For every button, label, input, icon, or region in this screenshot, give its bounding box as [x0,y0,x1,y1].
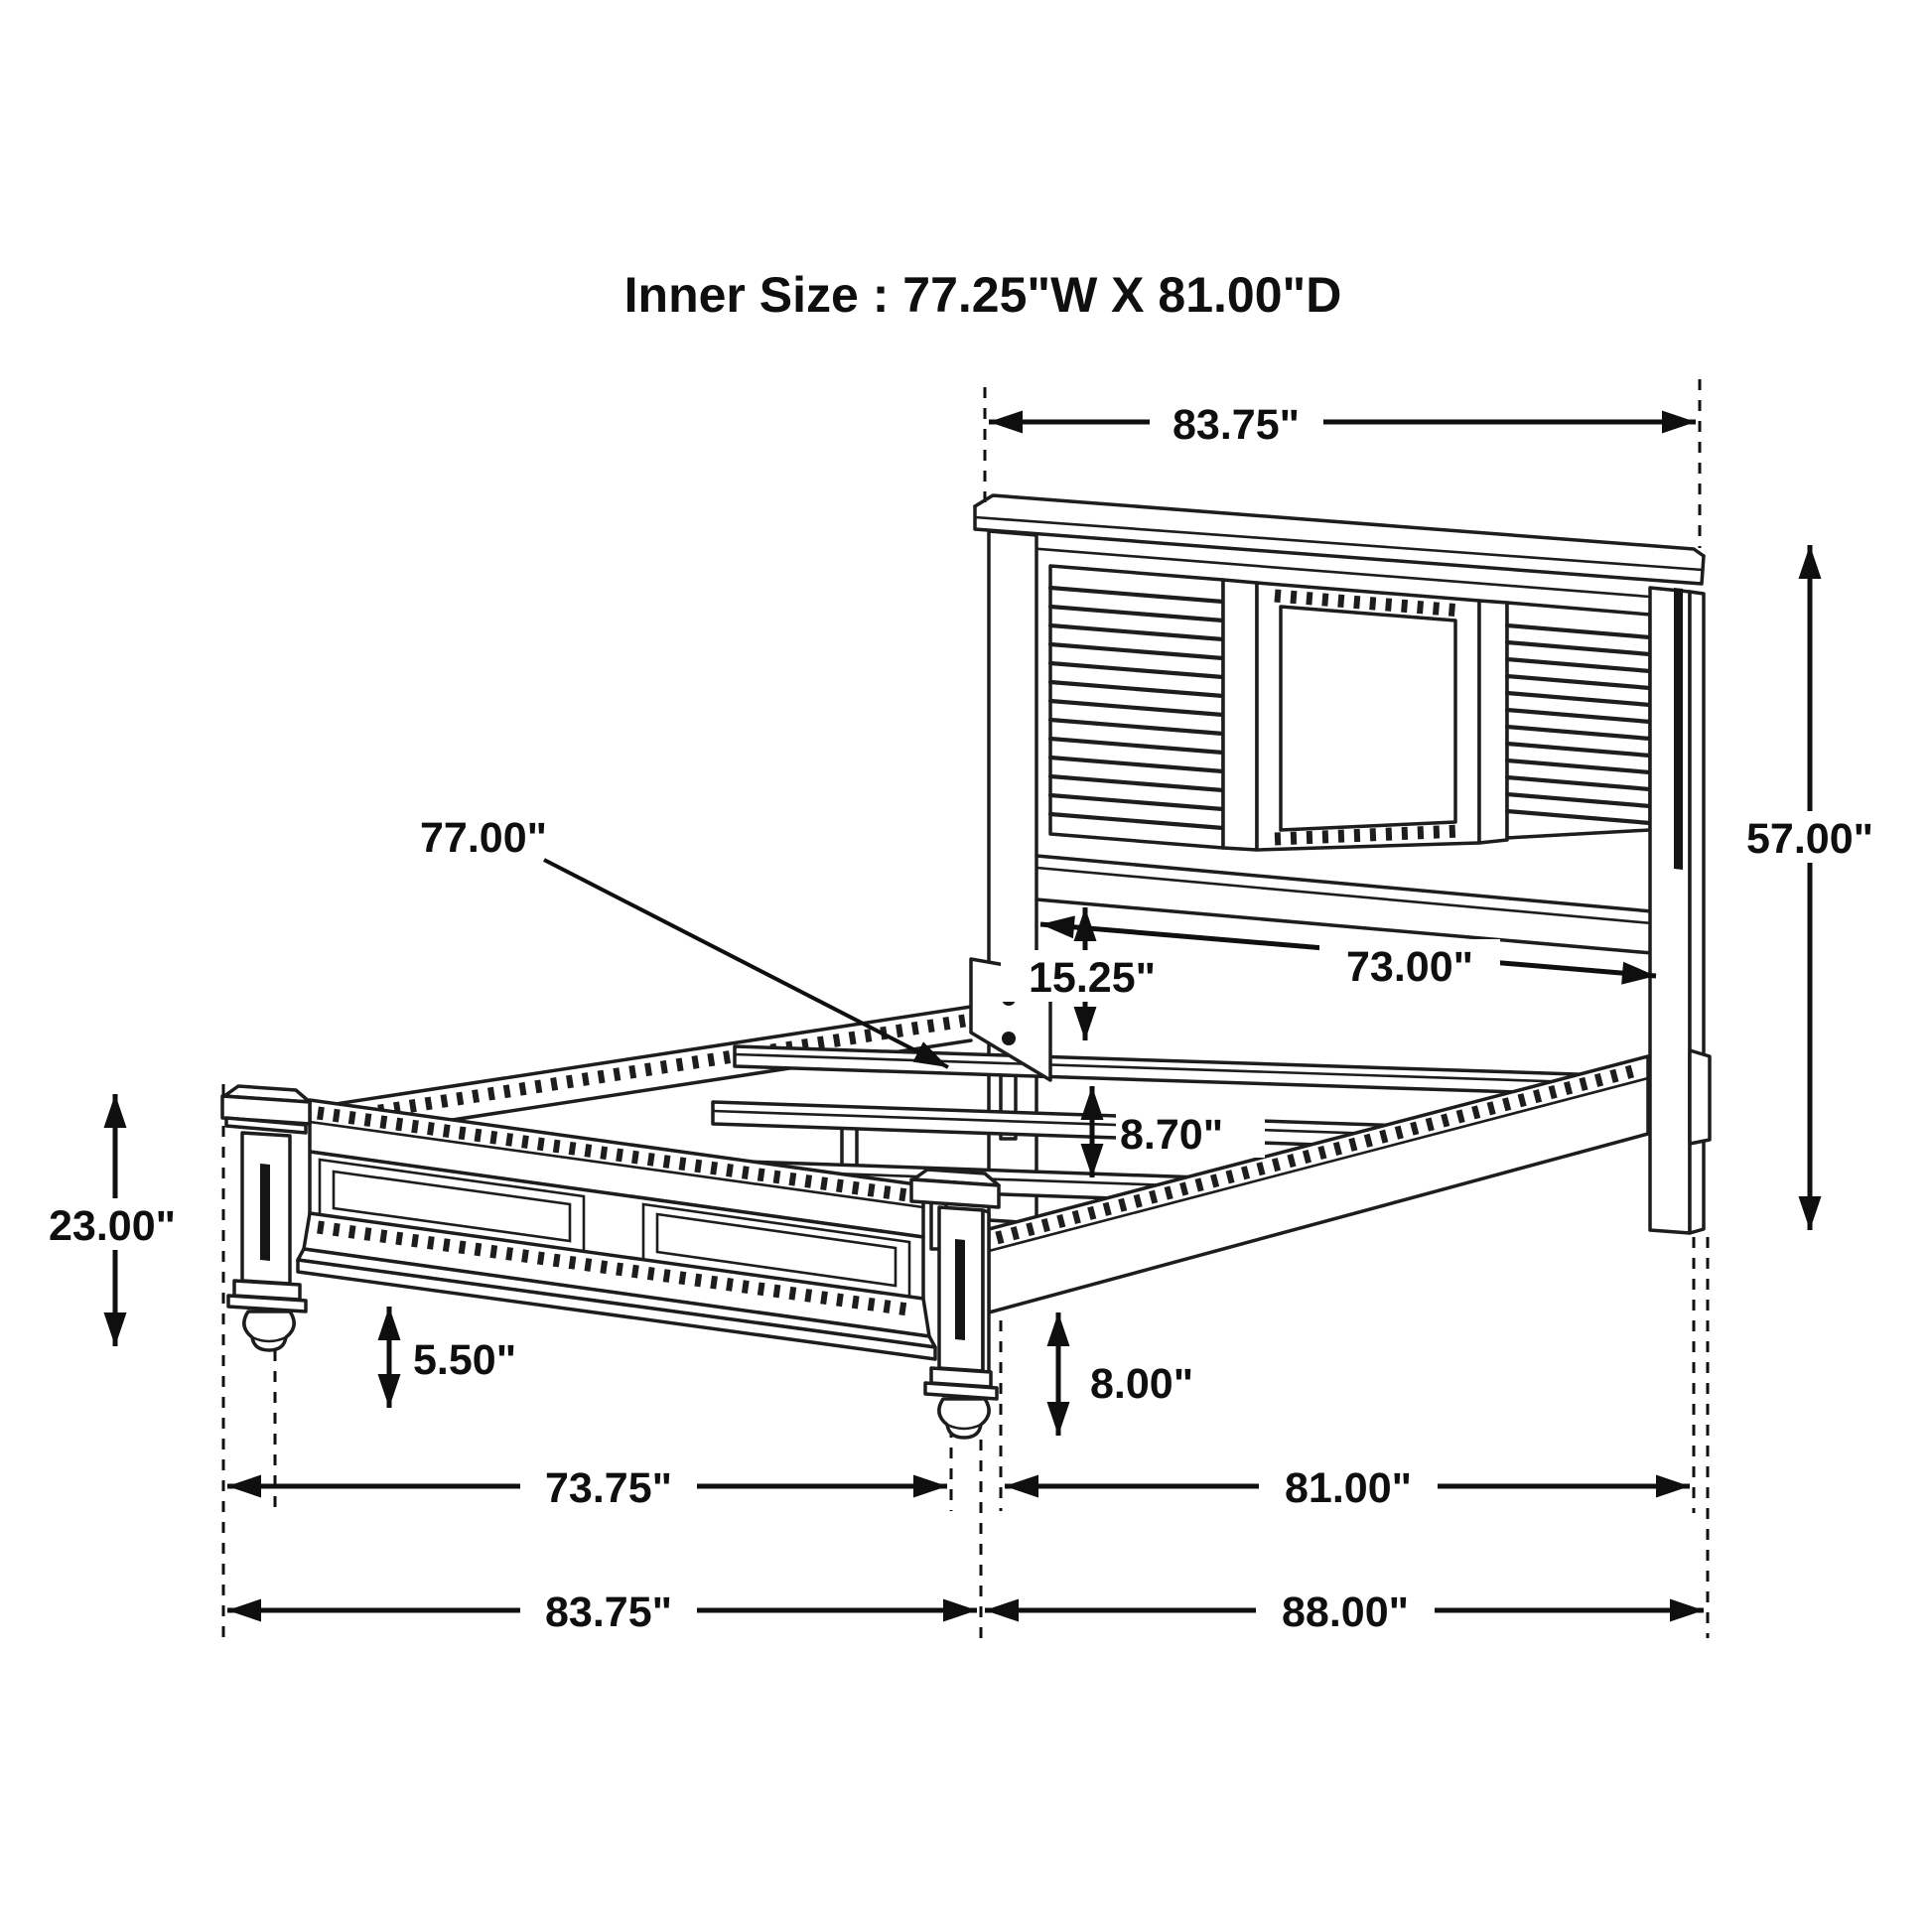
dim-headboard-height [1722,545,1898,1230]
headboard-center-stile [1223,580,1257,850]
dim-slat-length [420,814,953,1077]
arrowhead [104,1094,127,1128]
dim-label: 83.75" [1173,401,1300,449]
dim-label: 8.70" [1120,1111,1224,1159]
arrowhead [943,1599,977,1622]
dim-label: 88.00" [1282,1588,1409,1636]
footboard [222,1086,999,1438]
dim-label: 5.50" [413,1336,517,1384]
headboard-crown-molding-line [975,517,1703,570]
dim-footboard-width [227,1585,977,1636]
bracket-hole [1002,1032,1016,1045]
arrowhead [1047,1402,1070,1436]
headboard-right-stile [1479,601,1507,843]
arrowhead [1670,1599,1704,1622]
arrowhead [227,1475,261,1498]
dim-footboard-inner-width [227,1460,947,1512]
dim-side-rail-length [1005,1460,1690,1512]
arrowhead [913,1475,947,1498]
post-groove [1674,588,1683,870]
arrowhead [1074,907,1097,941]
arrowhead [1047,1312,1070,1346]
dim-label: 57.00" [1746,815,1873,863]
arrowhead [1656,1475,1690,1498]
footboard-right-post-cap [911,1179,999,1207]
arrowhead [378,1374,401,1408]
dim-footboard-height [24,1094,203,1346]
arrowhead [1074,1007,1097,1040]
footboard-right-bun-foot [939,1399,989,1438]
arrowhead [1799,1196,1822,1230]
headboard-bottom-rail-top [1036,856,1652,911]
post-bracket-plate [1690,1050,1710,1144]
dim-label: 81.00" [1285,1464,1412,1512]
diagram-title: Inner Size : 77.25"W X 81.00"D [623,267,1342,323]
dim-headboard-width-top [989,396,1696,449]
dim-label: 83.75" [545,1588,672,1636]
arrowhead [1799,545,1822,579]
arrowhead [985,1599,1019,1622]
arrowhead [1662,411,1696,434]
dim-label: 23.00" [49,1202,176,1250]
dim-label: 77.00" [420,814,547,862]
headboard-right-post [1650,588,1710,1233]
arrowhead [104,1312,127,1346]
dim-label: 8.00" [1090,1360,1194,1408]
dim-rail-floor-clearance [1047,1312,1194,1436]
dim-label: 73.75" [545,1464,672,1512]
footboard-left-post-groove [260,1164,270,1261]
dim-label: 73.00" [1346,943,1473,991]
arrowhead [1081,1086,1104,1120]
dim-label: 15.25" [1029,954,1156,1002]
arrowhead [989,411,1023,434]
footboard-right-post-side [983,1210,989,1373]
post-front-face [1650,588,1690,1233]
dim-footboard-base-height [378,1307,517,1408]
arrowhead [227,1599,261,1622]
arrowhead [1039,913,1075,939]
arrowhead [378,1307,401,1340]
dim-overall-length [985,1585,1704,1636]
bed-slat [735,1046,1636,1096]
footboard-right-post-groove [955,1239,965,1340]
footboard-left-bun-foot [244,1311,294,1350]
leader-line [544,860,948,1067]
headboard-bottom-rail-line [1036,868,1652,923]
arrowhead [1005,1475,1038,1498]
center-panel-inner [1281,607,1455,830]
